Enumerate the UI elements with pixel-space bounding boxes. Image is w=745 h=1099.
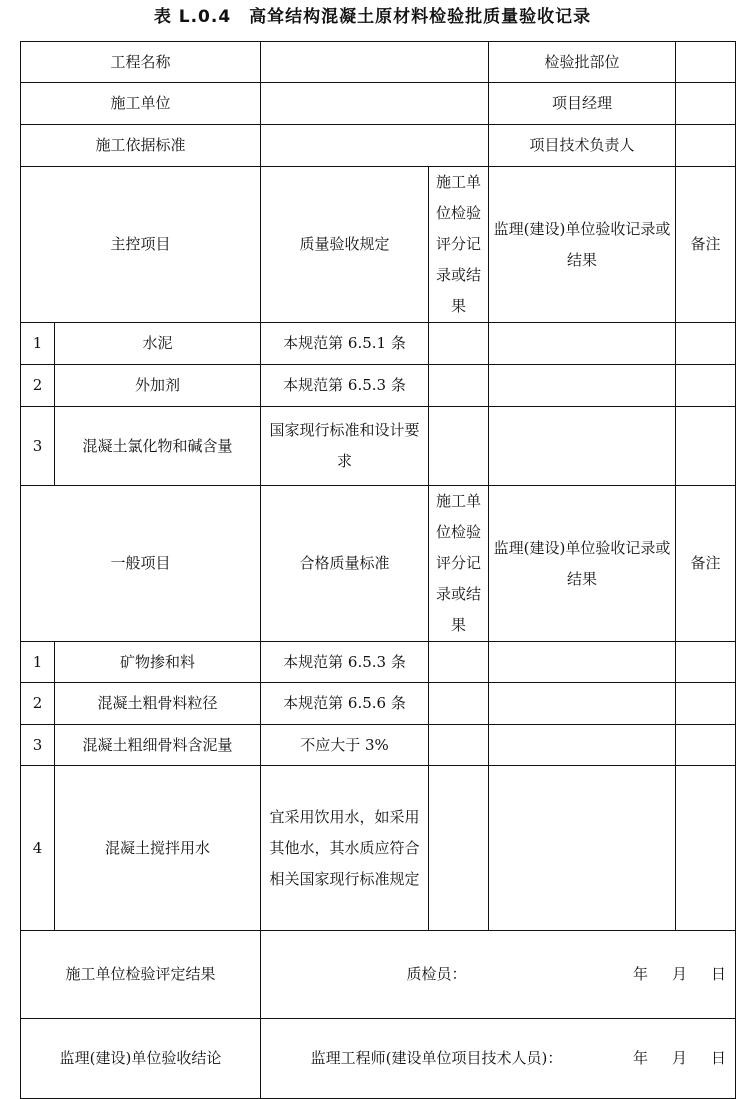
year-label: 年 bbox=[632, 965, 648, 983]
item-name: 混凝土搅拌用水 bbox=[55, 766, 261, 931]
supervisor-conclusion-row bbox=[21, 1019, 736, 1099]
contractor-result-label: 施工单位检验评定结果 bbox=[21, 931, 261, 1019]
item-spec: 国家现行标准和设计要求 bbox=[261, 407, 429, 486]
year-label: 年 bbox=[632, 1049, 648, 1067]
project-manager-label: 项目经理 bbox=[489, 83, 676, 125]
inspector-label: 质检员： bbox=[406, 965, 467, 983]
table-row bbox=[21, 323, 736, 365]
row-number: 4 bbox=[21, 766, 55, 931]
month-label: 月 bbox=[672, 965, 688, 983]
contractor-conclusion-row bbox=[21, 931, 736, 1019]
tech-lead-label: 项目技术负责人 bbox=[489, 125, 676, 167]
inspection-record-table bbox=[20, 41, 736, 1099]
header-row-project bbox=[21, 42, 736, 83]
table-row bbox=[21, 683, 736, 725]
main-supervisor-header: 监理(建设)单位验收记录或结果 bbox=[489, 167, 676, 323]
table-row bbox=[21, 725, 736, 766]
main-items-section-label: 主控项目 bbox=[21, 167, 261, 323]
row-number: 2 bbox=[21, 365, 55, 407]
general-spec-header: 合格质量标准 bbox=[261, 486, 429, 642]
project-manager-field[interactable] bbox=[676, 83, 736, 125]
standard-label: 施工依据标准 bbox=[21, 125, 261, 167]
supervisor-result-cell[interactable] bbox=[489, 725, 676, 766]
standard-field[interactable] bbox=[261, 125, 489, 167]
project-name-label: 工程名称 bbox=[21, 42, 261, 83]
contractor-result-cell[interactable] bbox=[429, 725, 489, 766]
general-supervisor-header: 监理(建设)单位验收记录或结果 bbox=[489, 486, 676, 642]
table-row bbox=[21, 365, 736, 407]
contractor-result-cell[interactable] bbox=[429, 365, 489, 407]
supervisor-result-cell[interactable] bbox=[489, 407, 676, 486]
supervisor-result-cell[interactable] bbox=[489, 365, 676, 407]
contractor-result-cell[interactable] bbox=[429, 683, 489, 725]
supervisor-result-cell[interactable] bbox=[489, 766, 676, 931]
construction-unit-field[interactable] bbox=[261, 83, 489, 125]
contractor-result-cell[interactable] bbox=[429, 642, 489, 683]
item-spec: 本规范第 6.5.3 条 bbox=[261, 365, 429, 407]
table-row bbox=[21, 407, 736, 486]
day-label: 日 bbox=[711, 1049, 727, 1067]
item-name: 混凝土粗细骨料含泥量 bbox=[55, 725, 261, 766]
row-number: 1 bbox=[21, 642, 55, 683]
item-name: 混凝土粗骨料粒径 bbox=[55, 683, 261, 725]
supervisor-signature-cell[interactable] bbox=[261, 1019, 736, 1099]
table-row bbox=[21, 766, 736, 931]
contractor-signature-cell[interactable] bbox=[261, 931, 736, 1019]
remark-cell[interactable] bbox=[676, 407, 736, 486]
supervisor-result-cell[interactable] bbox=[489, 323, 676, 365]
remark-cell[interactable] bbox=[676, 766, 736, 931]
main-contractor-header: 施工单位检验评分记录或结果 bbox=[429, 167, 489, 323]
inspector-date bbox=[609, 959, 732, 990]
table-code: 表 L.0.4 bbox=[153, 7, 232, 27]
supervisor-conclusion-label: 监理(建设)单位验收结论 bbox=[21, 1019, 261, 1099]
row-number: 3 bbox=[21, 407, 55, 486]
day-label: 日 bbox=[711, 965, 727, 983]
main-spec-header: 质量验收规定 bbox=[261, 167, 429, 323]
batch-location-label: 检验批部位 bbox=[489, 42, 676, 83]
main-items-header-row bbox=[21, 167, 736, 323]
project-name-field[interactable] bbox=[261, 42, 489, 83]
general-contractor-header: 施工单位检验评分记录或结果 bbox=[429, 486, 489, 642]
contractor-result-cell[interactable] bbox=[429, 407, 489, 486]
page-title bbox=[0, 2, 745, 32]
item-spec: 本规范第 6.5.3 条 bbox=[261, 642, 429, 683]
supervisor-result-cell[interactable] bbox=[489, 642, 676, 683]
batch-location-field[interactable] bbox=[676, 42, 736, 83]
month-label: 月 bbox=[672, 1049, 688, 1067]
supervisor-result-cell[interactable] bbox=[489, 683, 676, 725]
remark-cell[interactable] bbox=[676, 725, 736, 766]
remark-cell[interactable] bbox=[676, 365, 736, 407]
table-title-text: 高耸结构混凝土原材料检验批质量验收记录 bbox=[249, 7, 592, 27]
contractor-result-cell[interactable] bbox=[429, 766, 489, 931]
header-row-standard bbox=[21, 125, 736, 167]
item-name: 水泥 bbox=[55, 323, 261, 365]
header-row-unit bbox=[21, 83, 736, 125]
item-name: 混凝土氯化物和碱含量 bbox=[55, 407, 261, 486]
row-number: 2 bbox=[21, 683, 55, 725]
row-number: 3 bbox=[21, 725, 55, 766]
item-spec: 不应大于 3% bbox=[261, 725, 429, 766]
remark-cell[interactable] bbox=[676, 642, 736, 683]
tech-lead-field[interactable] bbox=[676, 125, 736, 167]
item-spec: 本规范第 6.5.6 条 bbox=[261, 683, 429, 725]
construction-unit-label: 施工单位 bbox=[21, 83, 261, 125]
item-spec: 宜采用饮用水，如采用其他水，其水质应符合相关国家现行标准规定 bbox=[261, 766, 429, 931]
item-name: 矿物掺和料 bbox=[55, 642, 261, 683]
general-items-header-row bbox=[21, 486, 736, 642]
table-row bbox=[21, 642, 736, 683]
item-name: 外加剂 bbox=[55, 365, 261, 407]
row-number: 1 bbox=[21, 323, 55, 365]
engineer-label: 监理工程师(建设单位项目技术人员)： bbox=[310, 1049, 563, 1067]
main-remark-header: 备注 bbox=[676, 167, 736, 323]
remark-cell[interactable] bbox=[676, 683, 736, 725]
general-remark-header: 备注 bbox=[676, 486, 736, 642]
item-spec: 本规范第 6.5.1 条 bbox=[261, 323, 429, 365]
remark-cell[interactable] bbox=[676, 323, 736, 365]
contractor-result-cell[interactable] bbox=[429, 323, 489, 365]
general-items-section-label: 一般项目 bbox=[21, 486, 261, 642]
